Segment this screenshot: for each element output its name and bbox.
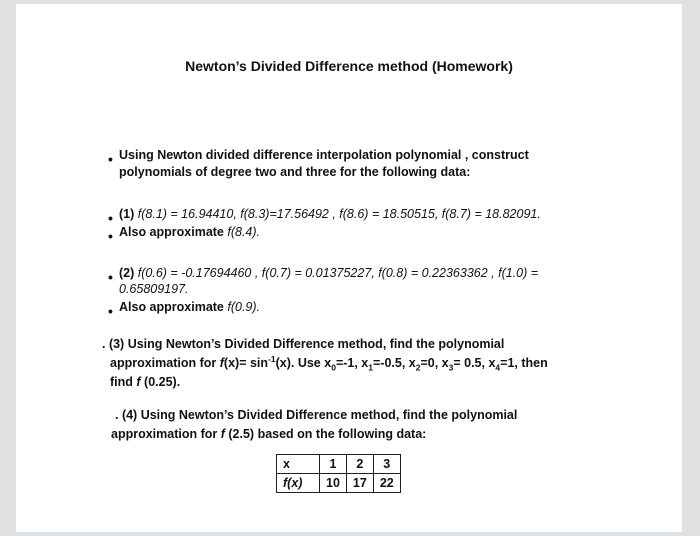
problem-3-line-3: [102, 373, 548, 392]
function-symbol: f: [220, 427, 225, 441]
superscript: -1: [268, 353, 276, 364]
text: =0, x: [420, 356, 449, 370]
table-cell: 22: [373, 474, 400, 493]
subscript: 1: [368, 362, 373, 373]
text: (2.5) based on the following data:: [224, 427, 427, 441]
problem-1-data: [119, 206, 541, 223]
bullet: •: [108, 210, 113, 226]
problem-2-values: f(0.6) = -0.17694460 , f(0.7) = 0.01375227, f(0.8) = 0.22363362 , f(1.0) =: [137, 266, 539, 280]
problem-3-line-2: [102, 354, 548, 373]
subscript: 2: [415, 362, 421, 373]
bullet: •: [108, 228, 113, 244]
table-row: [277, 455, 401, 474]
document-page: [16, 4, 682, 532]
text: approximation for: [110, 356, 217, 370]
problem-1-number: (1): [119, 207, 135, 221]
also-value: f(0.9).: [227, 300, 261, 314]
problem-1-also: [119, 224, 260, 241]
bullet: •: [108, 303, 113, 319]
problem-2-number: (2): [119, 266, 135, 280]
also-label: Also approximate: [119, 300, 224, 314]
table-row: [277, 474, 401, 493]
text: (x)= sin: [223, 356, 269, 370]
also-label: Also approximate: [119, 225, 224, 239]
problem-4: [111, 406, 518, 444]
table-cell: 17: [346, 474, 373, 493]
bullet: •: [108, 151, 113, 167]
text: =-0.5, x: [372, 356, 416, 370]
table-header-cell: x: [277, 455, 320, 474]
function-symbol: f: [136, 375, 141, 389]
bullet: •: [108, 269, 113, 285]
problem-4-line-1: . (4) Using Newton’s Divided Difference method, find the polynomial: [115, 408, 518, 422]
text: = 0.5, x: [453, 356, 496, 370]
intro-line-2: polynomials of degree two and three for the following data:: [119, 165, 471, 179]
text: (x). Use x: [275, 356, 332, 370]
problem-2-values-cont: 0.65809197.: [119, 282, 189, 296]
subscript: 3: [448, 362, 454, 373]
table-cell: 2: [346, 455, 373, 474]
document-title: Newton’s Divided Difference method (Homework): [185, 58, 513, 74]
table-cell: 1: [320, 455, 347, 474]
problem-4-line-2: [111, 425, 517, 444]
problem-3-line-1: . (3) Using Newton’s Divided Difference method, find the polynomial: [102, 337, 505, 351]
subscript: 0: [331, 362, 336, 373]
text: (0.25).: [140, 375, 181, 389]
data-table: [276, 454, 401, 493]
problem-2-data: [119, 265, 538, 282]
intro-line-1: Using Newton divided difference interpolation polynomial , construct: [119, 148, 529, 162]
table-header-cell: f(x): [277, 474, 320, 493]
table-cell: 3: [373, 455, 400, 474]
problem-2-also: [119, 299, 260, 316]
text: find: [110, 375, 133, 389]
problem-3: [102, 335, 548, 392]
problem-1-values: f(8.1) = 16.94410, f(8.3)=17.56492 , f(8.6) = 18.50515, f(8.7) = 18.82091.: [137, 207, 541, 221]
text: =1, then: [500, 356, 548, 370]
table-cell: 10: [320, 474, 347, 493]
function-symbol: f: [219, 356, 224, 370]
text: =-1, x: [335, 356, 369, 370]
intro-text: [119, 147, 529, 181]
subscript: 4: [495, 362, 501, 373]
text: approximation for: [111, 427, 218, 441]
also-value: f(8.4).: [227, 225, 261, 239]
